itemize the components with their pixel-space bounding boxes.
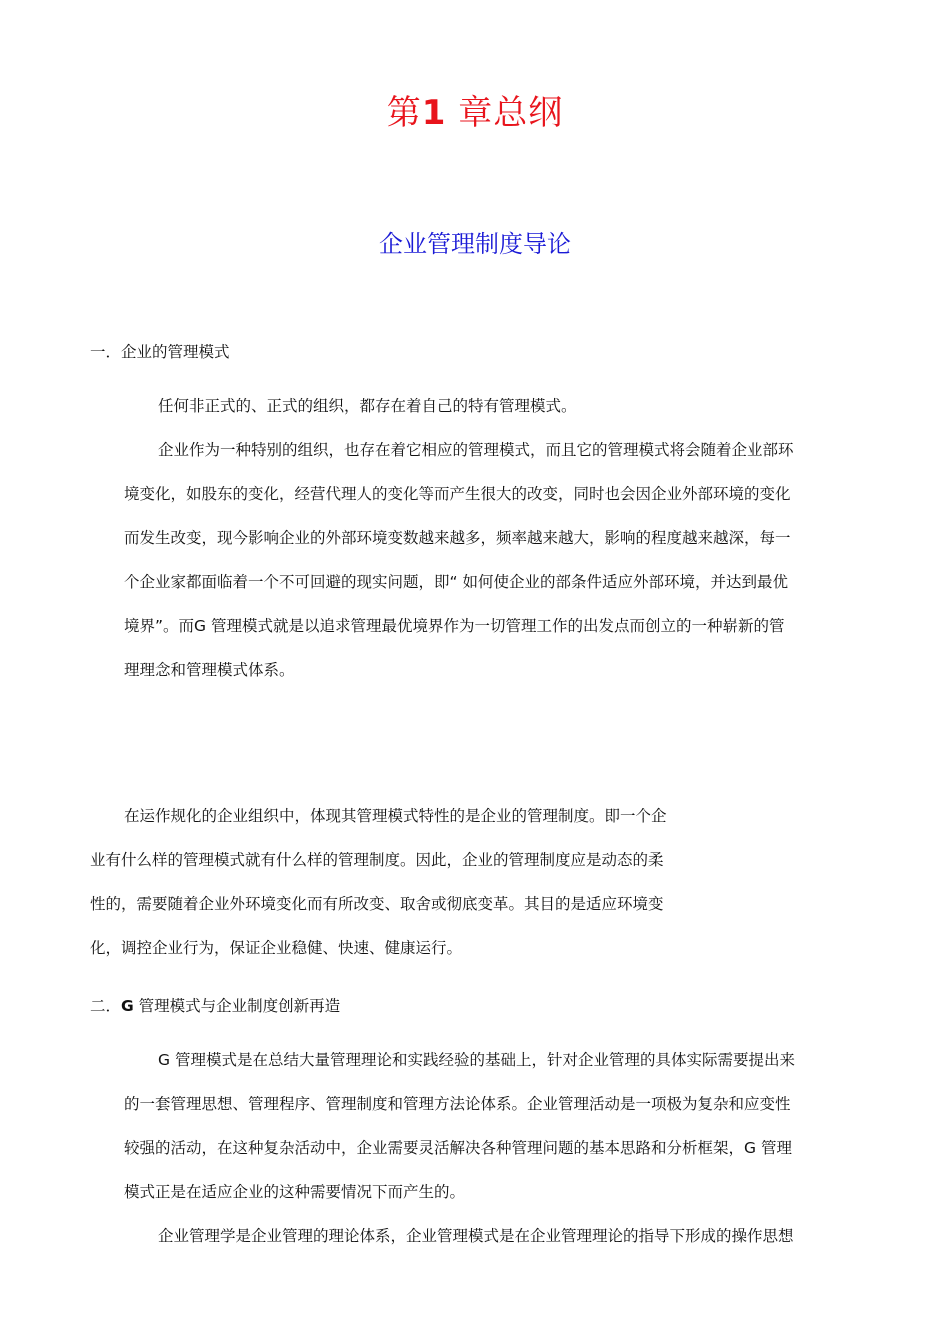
paragraph-line: 而发生改变，现今影响企业的外部环境变数越来越多，频率越来越大，影响的程度越来越深，每一 [124, 529, 791, 547]
chapter-title-suffix: 章总纲 [446, 93, 564, 133]
chapter-title-prefix: 第 [386, 93, 422, 133]
document-subtitle: 企业管理制度导论 [379, 230, 571, 258]
paragraph-line: 化，调控企业行为，保证企业稳健、快速、健康运行。 [90, 939, 463, 957]
paragraph-2 [124, 428, 794, 692]
paragraph-1 [158, 384, 577, 428]
paragraph-line: 企业管理学是企业管理的理论体系，企业管理模式是在企业管理理论的指导下形成的操作思想 [158, 1227, 794, 1245]
section-heading-2-number: 二． [90, 997, 122, 1015]
chapter-title [0, 88, 950, 138]
section-heading-2 [90, 994, 340, 1018]
paragraph-line: 业有什么样的管理模式就有什么样的管理制度。因此，企业的管理制度应是动态的柔 [90, 851, 664, 869]
paragraph-line: 个企业家都面临着一个不可回避的现实问题，即“ 如何使企业的部条件适应外部环境，并达到最优 [124, 573, 788, 591]
paragraph-line: 理理念和管理模式体系。 [124, 661, 295, 679]
paragraph-line: 在运作规化的企业组织中，体现其管理模式特性的是企业的管理制度。即一个企 [124, 807, 667, 825]
paragraph-line: 任何非正式的、正式的组织，都存在着自己的特有管理模式。 [158, 397, 577, 415]
paragraph-3 [90, 794, 667, 970]
chapter-number: 1 [421, 93, 447, 133]
paragraph-line: 境变化，如股东的变化，经营代理人的变化等而产生很大的改变，同时也会因企业外部环境的变化 [124, 485, 791, 503]
paragraph-line: 较强的活动，在这种复杂活动中，企业需要灵活解决各种管理问题的基本思路和分析框架，G 管理 [124, 1139, 792, 1157]
paragraph-5 [158, 1214, 794, 1258]
section-heading-2-text: 管理模式与企业制度创新再造 [133, 997, 341, 1015]
paragraph-line: 企业作为一种特别的组织，也存在着它相应的管理模式，而且它的管理模式将会随着企业部环 [158, 441, 794, 459]
section-heading-1: 一．企业的管理模式 [90, 343, 230, 361]
paragraph-line: G 管理模式是在总结大量管理理论和实践经验的基础上，针对企业管理的具体实际需要提出来 [158, 1051, 795, 1069]
paragraph-line: 性的，需要随着企业外环境变化而有所改变、取舍或彻底变革。其目的是适应环境变 [90, 895, 664, 913]
paragraph-line: 境界”。而G 管理模式就是以追求管理最优境界作为一切管理工作的出发点而创立的一种崭新的管 [124, 617, 785, 635]
paragraph-4 [124, 1038, 795, 1214]
section-heading-2-g: G [121, 997, 134, 1015]
paragraph-line: 模式正是在适应企业的这种需要情况下而产生的。 [124, 1183, 466, 1201]
paragraph-line: 的一套管理思想、管理程序、管理制度和管理方法论体系。企业管理活动是一项极为复杂和应变性 [124, 1095, 791, 1113]
